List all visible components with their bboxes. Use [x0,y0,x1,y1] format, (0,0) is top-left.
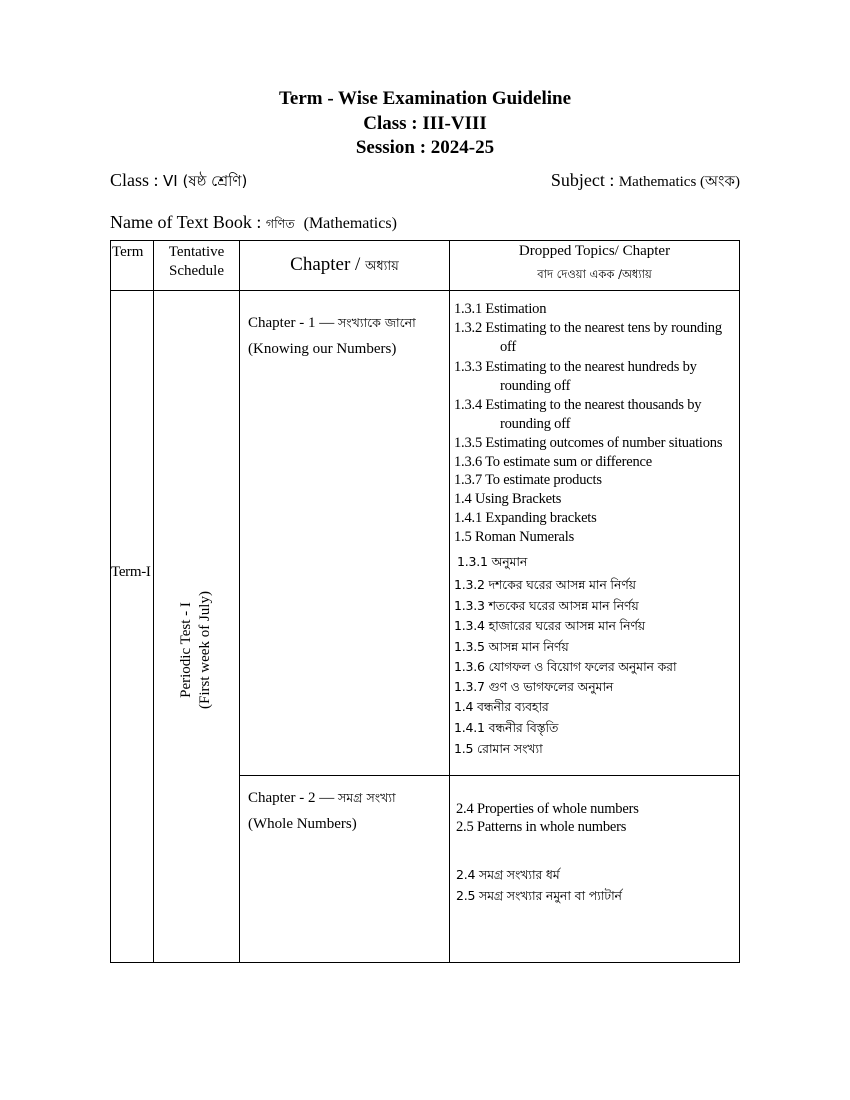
header-schedule-line2: Schedule [169,263,224,279]
chapter-2-title-en: Chapter - 2 — [248,790,338,806]
ch1-topic-bn: 1.3.7 গুণ ও ভাগফলের অনুমান [454,679,614,694]
header-dropped [450,242,739,284]
chapter-1-title [248,313,416,333]
ch1-topic-en: off [500,339,517,355]
header-dropped-en: Dropped Topics/ Chapter [518,243,671,259]
ch1-topic-en: 1.5 Roman Numerals [454,529,575,545]
ch1-topic-bn: 1.3.3 শতকের ঘরের আসন্ন মান নির্ণয় [454,598,639,613]
term-value: Term-I [111,564,151,580]
ch1-topic-bn: 1.4.1 বন্ধনীর বিস্তৃতি [454,720,559,735]
textbook-bn: গণিত [265,216,295,231]
col-divider-2 [239,240,240,963]
ch1-topic-bn: 1.3.4 হাজারের ঘরের আসন্ন মান নির্ণয় [454,618,645,633]
schedule-line2: (First week of July) [197,591,213,709]
header-chapter-bn: অধ্যায় [365,259,399,274]
chapter-2-title-bn: সমগ্র সংখ্যা [337,790,396,805]
subject-info [551,169,740,193]
ch1-topic-en: 1.4.1 Expanding brackets [454,510,597,526]
table-header-divider [110,290,740,291]
chapter-2-title [248,788,396,808]
ch2-topic-bn: 2.5 সমগ্র সংখ্যার নমুনা বা প্যাটার্ন [456,888,622,903]
ch1-topic-en: rounding off [500,416,571,432]
ch1-topic-en: 1.3.6 To estimate sum or difference [454,454,653,470]
header-chapter [240,254,449,278]
ch1-topic-bn: 1.3.6 যোগফল ও বিয়োগ ফলের অনুমান করা [454,659,677,674]
ch1-topic-bn: 1.3.5 আসন্ন মান নির্ণয় [454,639,569,654]
chapter-2-subtitle: (Whole Numbers) [248,816,357,832]
chapter-1-subtitle: (Knowing our Numbers) [248,341,397,357]
ch2-topic-en: 2.4 Properties of whole numbers [456,801,639,817]
header-chapter-en: Chapter / [290,254,366,275]
ch1-topic-en: 1.4 Using Brackets [454,491,562,507]
ch1-topic-en: 1.3.5 Estimating outcomes of number situations [454,435,723,451]
chapter-1-title-en: Chapter - 1 — [248,315,338,331]
ch1-topic-bn: 1.5 রোমান সংখ্যা [454,741,543,756]
textbook-en: (Mathematics) [303,215,397,232]
doc-class-range: Class : III-VIII [363,113,487,134]
table-border-top [110,240,740,241]
doc-title: Term - Wise Examination Guideline [278,88,572,109]
ch2-topic-bn: 2.4 সমগ্র সংখ্যার ধর্ম [456,867,560,882]
subject-value: Mathematics (অংক) [618,174,740,190]
table-border-left [110,240,111,963]
class-label: Class : [110,170,164,190]
subject-label: Subject : [550,170,619,190]
ch1-topic-bn: 1.4 বন্ধনীর ব্যবহার [454,699,549,714]
doc-session: Session : 2024-25 [355,137,495,158]
textbook-label: Name of Text Book : [110,212,266,232]
schedule-value [177,591,215,709]
ch1-topic-en: 1.3.1 Estimation [454,301,547,317]
textbook-info [110,211,397,235]
ch1-topic-bn: 1.3.1 অনুমান [457,554,528,569]
table-border-right [739,240,740,963]
header-dropped-bn: বাদ দেওয়া একক /অধ্যায় [537,267,652,281]
chapter-1-title-bn: সংখ্যাকে জানো [337,315,416,330]
ch1-topic-en: 1.3.2 Estimating to the nearest tens by rounding [454,320,722,336]
ch1-topic-en: 1.3.4 Estimating to the nearest thousands by [454,397,702,413]
ch1-topic-en: rounding off [500,378,571,394]
col-divider-3 [449,240,450,963]
table-border-bottom [110,962,740,963]
ch1-topic-en: 1.3.7 To estimate products [454,472,602,488]
col-divider-1 [153,240,154,963]
ch2-topic-en: 2.5 Patterns in whole numbers [456,819,627,835]
ch1-topic-en: 1.3.3 Estimating to the nearest hundreds by [454,359,697,375]
ch1-topic-bn: 1.3.2 দশকের ঘরের আসন্ন মান নির্ণয় [454,577,636,592]
header-schedule-line1: Tentative [168,244,225,260]
class-value: VI (ষষ্ঠ শ্রেণি) [163,172,248,190]
class-info [110,169,247,192]
header-term: Term [112,244,144,260]
header-schedule [154,243,239,281]
schedule-line1: Periodic Test - I [178,602,194,698]
chapter-row-divider [239,775,740,776]
